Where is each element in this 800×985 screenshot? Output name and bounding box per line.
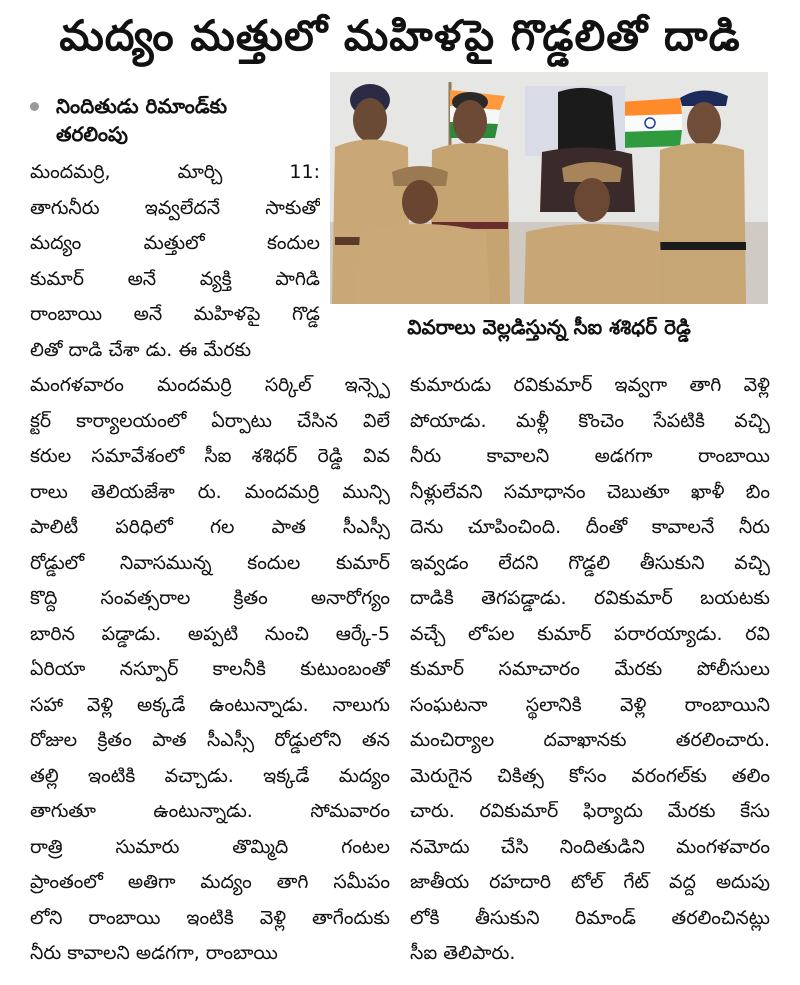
article-line: నమోదు చేసి నిందితుడిని మంగళవారం — [410, 835, 770, 858]
article-line: తల్లి ఇంటికి వచ్చాడు. ఇక్కడే మద్యం — [30, 764, 390, 787]
article-line: సహా వెళ్లి అక్కడే ఉంటున్నాడు. నాలుగు — [30, 693, 390, 716]
article-line: లోని రాంబాయి ఇంటికి వెళ్లి తాగేందుకు — [30, 906, 390, 929]
article-line: కుమారుడు రవికుమార్ ఇవ్వగా తాగి వెళ్లి — [410, 374, 770, 396]
article-line: జాతీయ రహదారి టోల్ గేట్ వద్ద అదుపు — [410, 871, 770, 893]
article-line: పోయాడు. మళ్లీ కొంచెం సేపటికి వచ్చి — [410, 409, 770, 432]
article-line: పాలిటీ పరిధిలో గల పాత సీఎస్సీ — [30, 516, 390, 538]
subheading-line: తరలింపు — [56, 122, 129, 146]
article-line: తాగుతూ ఉంటున్నాడు. సోమవారం — [30, 800, 390, 822]
article-line: రాలు తెలియజేశా రు. మందమర్రి మున్సి — [30, 480, 390, 503]
article-line: కుమార్ అనే వ్యక్తి పాగిడి — [30, 267, 320, 290]
article-line: బారిన పడ్డాడు. అప్పటి నుంచి ఆర్కే-5 — [30, 622, 390, 645]
article-line: సంఘటనా స్థలానికి వెళ్లి రాంబాయిని — [410, 693, 770, 716]
article-line: మంగళవారం మందమర్రి సర్కిల్ ఇన్స్పె — [30, 374, 390, 396]
police-group-photo — [330, 72, 768, 304]
article-line: క్టర్ కార్యాలయంలో ఏర్పాటు చేసిన విలే — [30, 409, 390, 432]
article-line: కొద్ది సంవత్సరాల క్రితం అనారోగ్యం — [30, 587, 390, 609]
headline: మద్యం మత్తులో మహిళపై గొడ్డలితో దాడి — [59, 11, 741, 60]
subheading — [30, 92, 320, 148]
article-column-2 — [30, 368, 390, 972]
subheading-line: నిందితుడు రిమాండ్‌కు — [56, 94, 227, 118]
article-line: లోకి తీసుకుని రిమాండ్ తరలించినట్లు — [410, 906, 770, 929]
article-line: మంచిర్యాల దవాఖానకు తరలించారు. — [410, 729, 770, 751]
article-line: కరుల సమావేశంలో సీఐ శశిధర్ రెడ్డి వివ — [30, 445, 390, 467]
photo-caption: వివరాలు వెల్లడిస్తున్న సీఐ శశిధర్ రెడ్డి — [407, 315, 691, 339]
article-line: రోజుల క్రితం పాత సీఎస్సీ రోడ్డులోని తన — [30, 729, 390, 751]
bullet-icon — [30, 102, 39, 111]
article-line: నీరు కావాలని అడగగా, రాంబాయి — [30, 942, 278, 964]
article-line: నీరు కావాలని అడగగా రాంబాయి — [410, 445, 770, 467]
article-line: లితో దాడి చేశా డు. ఈ మేరకు — [30, 338, 252, 361]
news-photo — [330, 72, 768, 304]
article-line: దెను చూపించింది. దీంతో కావాలనే నీరు — [410, 516, 770, 538]
article-line: సీఐ తెలిపారు. — [410, 942, 516, 964]
article-column-1 — [30, 155, 320, 368]
article-line: మద్యం మత్తులో కందుల — [30, 232, 320, 254]
article-line: వచ్చే లోపల కుమార్ పరారయ్యాడు. రవి — [410, 622, 770, 645]
article-line: తాగునీరు ఇవ్వలేదనే సాకుతో — [30, 196, 320, 219]
article-line: రోడ్డులో నివాసమున్న కందుల కుమార్ — [30, 551, 390, 574]
article-line: మెరుగైన చికిత్స కోసం వరంగల్‌కు తలిం — [410, 764, 770, 787]
article-line: ఇవ్వడం లేదని గొడ్డలి తీసుకుని వచ్చి — [410, 551, 770, 574]
article-line: చారు. రవికుమార్ ఫిర్యాదు మేరకు కేసు — [410, 800, 770, 822]
article-line: రాత్రి సుమారు తొమ్మిది గంటల — [30, 835, 390, 858]
article-line: ప్రాంతంలో అతిగా మద్యం తాగి సమీపం — [30, 871, 390, 893]
article-line: కుమార్ సమాచారం మేరకు పోలీసులు — [410, 658, 770, 680]
article-line: దాడికి తెగపడ్డాడు. రవికుమార్ బయటకు — [410, 587, 770, 609]
article-column-3 — [410, 368, 770, 972]
article-line: నీళ్లులేవని సమాధానం చెబుతూ ఖాళీ బిం — [410, 480, 770, 503]
article-line: మందమర్రి, మార్చి 11: — [30, 161, 320, 183]
article-line: ఏరియా నస్పూర్ కాలనీకి కుటుంబంతో — [30, 658, 390, 680]
article-line: రాంబాయి అనే మహిళపై గొడ్డ — [30, 303, 320, 325]
